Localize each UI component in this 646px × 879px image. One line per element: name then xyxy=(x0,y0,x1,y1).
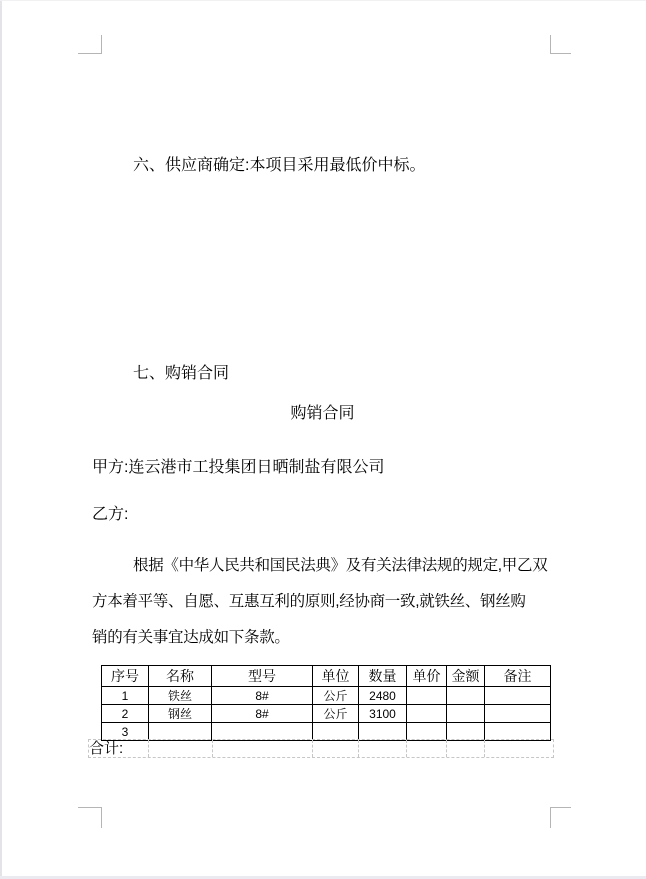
preamble-line-3: 销的有关事宜达成如下条款。 xyxy=(92,629,290,646)
table-cell[interactable] xyxy=(212,723,313,741)
table-cell[interactable] xyxy=(485,723,551,741)
table-cell[interactable]: 3 xyxy=(102,723,149,741)
table-cell[interactable] xyxy=(407,687,447,705)
col-header-index: 序号 xyxy=(102,666,149,687)
table-cell[interactable]: 2 xyxy=(102,705,149,723)
table-row xyxy=(102,687,551,705)
party-b-line: 乙方: xyxy=(92,506,129,523)
table-cell[interactable] xyxy=(149,723,212,741)
party-a-line: 甲方:连云港市工投集团日晒制盐有限公司 xyxy=(92,459,385,476)
crop-mark-bottom-left xyxy=(78,807,102,828)
col-header-price: 单价 xyxy=(407,666,447,687)
total-cell[interactable] xyxy=(313,740,359,757)
table-cell[interactable] xyxy=(447,723,485,741)
table-row xyxy=(102,705,551,723)
goods-table xyxy=(101,665,551,741)
section-seven-heading: 七、购销合同 xyxy=(133,365,230,382)
table-cell[interactable] xyxy=(359,723,407,741)
table-cell[interactable]: 铁丝 xyxy=(149,687,212,705)
total-cell[interactable] xyxy=(149,740,213,757)
table-cell[interactable]: 公斤 xyxy=(313,687,359,705)
total-cell[interactable] xyxy=(485,740,553,757)
table-row xyxy=(102,723,551,741)
table-cell[interactable]: 公斤 xyxy=(313,705,359,723)
table-cell[interactable] xyxy=(313,723,359,741)
total-label[interactable]: 合计: xyxy=(89,740,149,757)
page-edge-left xyxy=(0,0,2,879)
page-edge-top xyxy=(0,0,646,1)
crop-mark-bottom-right xyxy=(550,807,571,828)
table-cell[interactable]: 8# xyxy=(212,687,313,705)
col-header-quantity: 数量 xyxy=(359,666,407,687)
total-cell[interactable] xyxy=(447,740,485,757)
total-cell[interactable] xyxy=(359,740,407,757)
col-header-name: 名称 xyxy=(149,666,212,687)
table-cell[interactable] xyxy=(485,687,551,705)
table-cell[interactable]: 钢丝 xyxy=(149,705,212,723)
col-header-remark: 备注 xyxy=(485,666,551,687)
total-row xyxy=(88,739,554,758)
table-cell[interactable] xyxy=(407,705,447,723)
table-cell[interactable]: 1 xyxy=(102,687,149,705)
crop-mark-top-right xyxy=(550,35,571,54)
table-cell[interactable] xyxy=(485,705,551,723)
table-header-row xyxy=(102,666,551,687)
table-cell[interactable]: 2480 xyxy=(359,687,407,705)
section-six-heading: 六、供应商确定:本项目采用最低价中标。 xyxy=(133,157,426,174)
contract-title: 购销合同 xyxy=(290,405,355,422)
crop-mark-top-left xyxy=(78,35,102,54)
table-cell[interactable]: 3100 xyxy=(359,705,407,723)
col-header-unit: 单位 xyxy=(313,666,359,687)
col-header-model: 型号 xyxy=(212,666,313,687)
col-header-amount: 金额 xyxy=(447,666,485,687)
table-cell[interactable] xyxy=(447,705,485,723)
table-cell[interactable] xyxy=(407,723,447,741)
total-cell[interactable] xyxy=(407,740,447,757)
table-cell[interactable] xyxy=(447,687,485,705)
total-cell[interactable] xyxy=(213,740,313,757)
preamble-line-1: 根据《中华人民共和国民法典》及有关法律法规的规定,甲乙双 xyxy=(133,557,548,574)
preamble-paragraph xyxy=(92,548,566,656)
table-cell[interactable]: 8# xyxy=(212,705,313,723)
preamble-line-2: 方本着平等、自愿、互惠互利的原则,经协商一致,就铁丝、钢丝购 xyxy=(92,593,526,610)
